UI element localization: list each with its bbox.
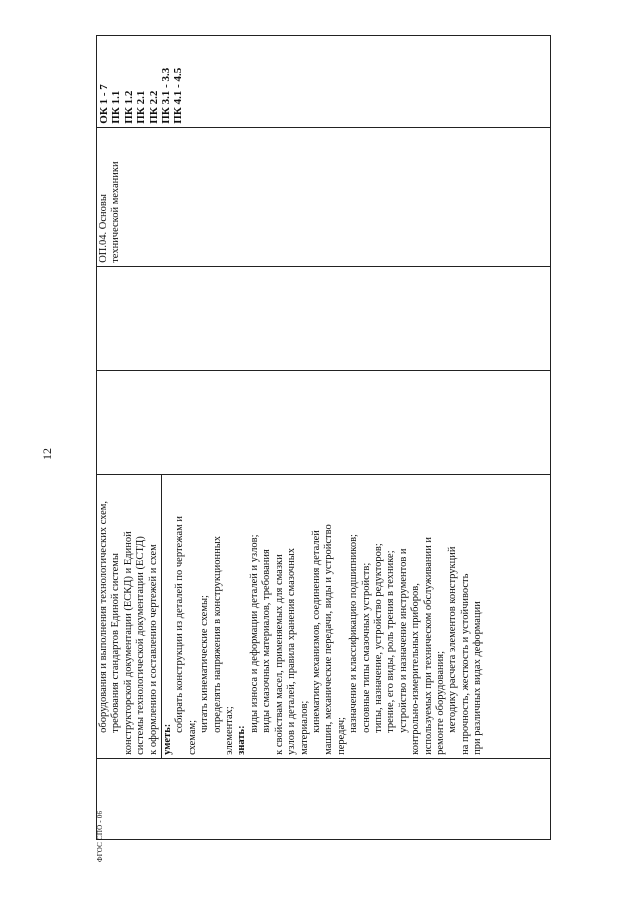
- znat-item: машин, механические передачи, виды и устройство: [323, 524, 335, 755]
- discipline-name: ОП.04. Основы технической механики: [98, 161, 122, 263]
- footer-code: ФГОС СПО - 06: [96, 810, 104, 862]
- znat-item: на прочность, жесткость и устойчивость: [459, 573, 471, 755]
- umet-item: схемам;: [186, 719, 198, 755]
- znat-item: трение, его виды, роль трения в технике;: [385, 550, 397, 733]
- competency-code: ПК 1.2: [122, 90, 135, 124]
- intro-line: требования стандартов Единой системы: [110, 553, 122, 733]
- znat-item: передач;: [335, 717, 347, 755]
- znat-heading: знать:: [236, 725, 248, 755]
- znat-item: к свойствам масел, применяемых для смазки: [273, 554, 285, 755]
- umet-item: собирать конструкции из деталей по чертежам и: [174, 515, 186, 733]
- competency-code: ПК 3.1 - 3.3: [160, 67, 173, 124]
- intro-line: конструкторской документации (ЕСКД) и Единой: [122, 531, 134, 755]
- znat-item: назначение и классификацию подшипников;: [348, 534, 360, 733]
- intro-line: системы технологической документации (ЕСТД): [135, 536, 147, 755]
- empty-cell-index: [97, 758, 551, 839]
- znat-item: виды смазочных материалов, требования: [261, 549, 273, 733]
- umet-item: читать кинематические схемы;: [199, 595, 211, 733]
- competency-code: ПК 1.1: [110, 90, 123, 124]
- competency-code: ОК 1 - 7: [98, 84, 110, 124]
- intro-block: [98, 478, 160, 754]
- znat-item: типы, назначение, устройство редукторов;: [372, 543, 384, 733]
- znat-item: кинематику механизмов, соединения деталей: [310, 530, 322, 733]
- competencies-cell: [97, 36, 551, 128]
- skills-block: [161, 475, 485, 757]
- znat-item: используемых при техническом обслуживании и: [422, 537, 434, 755]
- content-cell: [97, 475, 551, 758]
- znat-item: контрольно-измерительных приборов,: [410, 583, 422, 755]
- table-row: [97, 36, 551, 840]
- znat-item: виды износа и деформации деталей и узлов;: [248, 534, 260, 733]
- empty-cell-hours-max: [97, 371, 551, 475]
- znat-item: узлов и деталей, правила хранения смазочных: [286, 547, 298, 755]
- znat-item: методику расчета элементов конструкций: [447, 546, 459, 733]
- umet-item: элементах;: [224, 706, 236, 755]
- competency-code: ПК 4.1 - 4.5: [172, 67, 185, 124]
- intro-line: к оформлению и составлению чертежей и схем: [147, 544, 159, 755]
- discipline-cell: [97, 127, 551, 266]
- empty-cell-hours-required: [97, 266, 551, 370]
- znat-item: при различных видах деформации: [472, 601, 484, 755]
- umet-item: определять напряжения в конструкционных: [211, 535, 223, 733]
- competency-code: ПК 2.2: [147, 90, 160, 124]
- rotated-table-wrapper: [96, 35, 551, 840]
- znat-item: основные типы смазочных устройств;: [360, 562, 372, 733]
- znat-item: устройство и назначение инструментов и: [397, 548, 409, 733]
- curriculum-table: [96, 35, 551, 840]
- umet-heading: уметь:: [162, 723, 174, 755]
- intro-line: оборудования и выполнения технологических схем,: [98, 500, 109, 733]
- competency-code: ПК 2.1: [135, 90, 148, 124]
- znat-item: материалов;: [298, 700, 310, 755]
- page-number: 12: [40, 448, 54, 460]
- znat-item: ремонте оборудования;: [434, 650, 446, 755]
